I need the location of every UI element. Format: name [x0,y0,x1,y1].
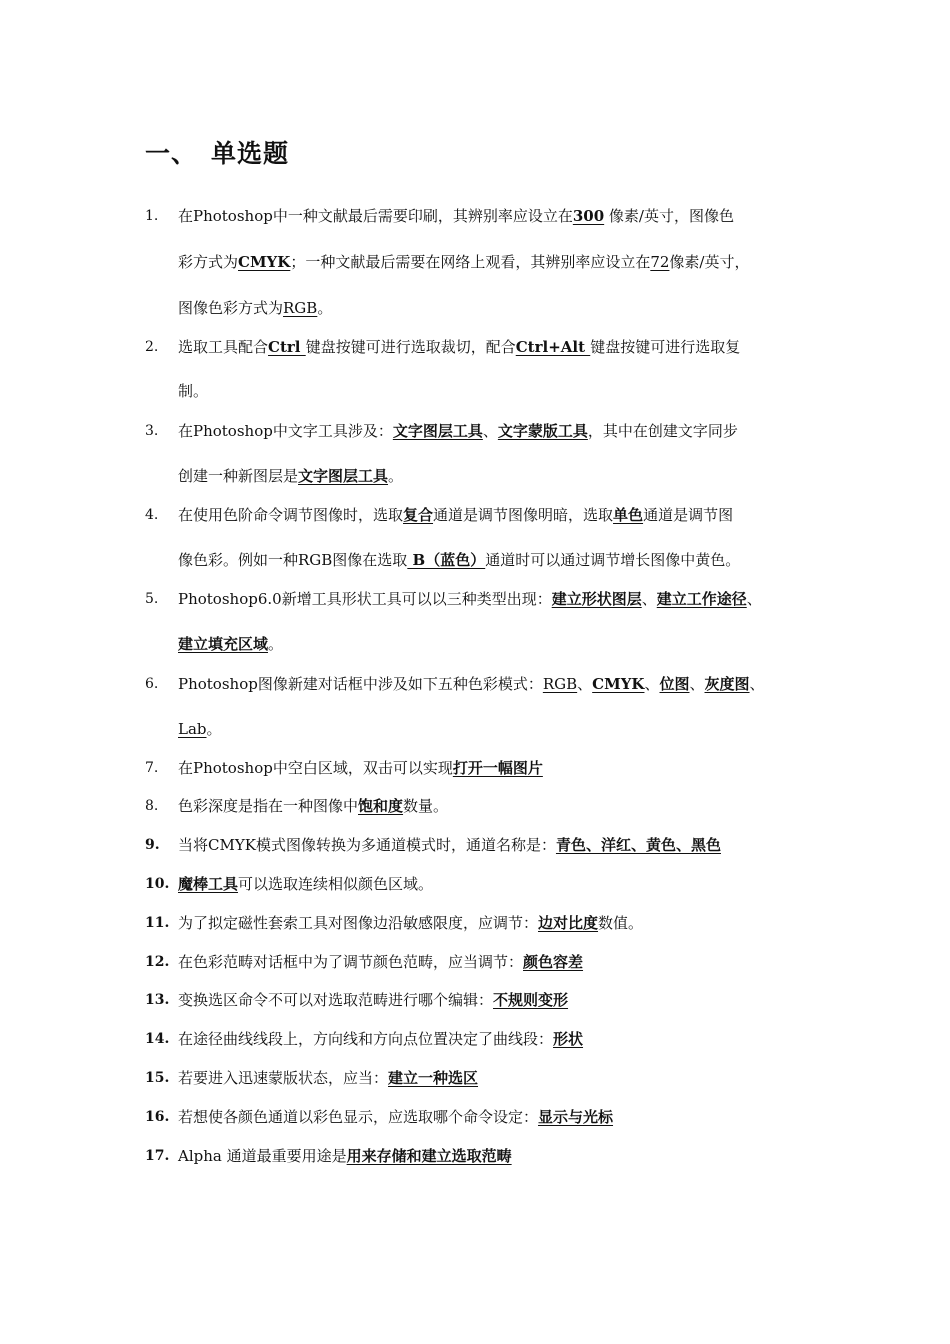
answer: CMYK [592,675,645,693]
answer: 建立形状图层 [551,590,642,608]
answer: Ctrl+Alt [515,338,591,356]
answer: 用来存储和建立选取范畴 [346,1147,512,1165]
answer: Lab [178,720,207,738]
answer: 文字图层工具 [298,467,389,485]
answer: 显示与光标 [538,1108,614,1126]
question-number: 1. [145,208,159,224]
question-text: 在途径曲线线段上，方向线和方向点位置决定了曲线段：形状 [178,1030,584,1048]
question-number: 16. [145,1109,170,1125]
question-text: 变换选区命令不可以对选取范畴进行哪个编辑：不规则变形 [178,991,569,1009]
question-number: 4. [145,507,159,523]
answer: CMYK [238,253,291,271]
question-text: 在Photoshop中空白区域，双击可以实现打开一幅图片 [178,759,543,777]
answer: 文字蒙版工具 [497,422,588,440]
answer: 建立填充区域 [178,635,269,653]
section-number: 一、 [145,139,198,168]
question-text: 当将CMYK模式图像转换为多通道模式时，通道名称是：青色、洋红、黄色、黑色 [178,836,721,854]
question-number: 3. [145,423,159,439]
answer: RGB [542,675,578,693]
question-text: 选取工具配合Ctrl 键盘按键可进行选取裁切，配合Ctrl+Alt 键盘按键可进行选取复 [178,338,741,356]
question-number: 12. [145,954,170,970]
section-title: 单选题 [211,139,290,168]
question-text: Photoshop6.0新增工具形状工具可以以三种类型出现：建立形状图层、建立工作途径、 [178,590,762,608]
question-number: 11. [145,915,170,931]
question-text: Alpha 通道最重要用途是用来存储和建立选取范畴 [178,1147,512,1165]
answer: 不规则变形 [493,991,569,1009]
question-number: 5. [145,591,159,607]
question-number: 14. [145,1031,170,1047]
answer: Ctrl [268,338,306,356]
question-text: 建立填充区域。 [178,635,284,653]
answer: RGB [283,299,318,317]
question-number: 2. [145,339,159,355]
question-number: 15. [145,1070,170,1086]
question-number: 8. [145,798,159,814]
question-text: 魔棒工具可以选取连续相似颜色区域。 [178,875,434,893]
question-text: 像色彩。例如一种RGB图像在选取 B（蓝色）通道时可以通过调节增长图像中黄色。 [178,551,741,569]
question-text: 若要进入迅速蒙版状态，应当：建立一种选区 [178,1069,479,1087]
question-text: 在Photoshop中一种文献最后需要印刷，其辨别率应设立在300 像素/英寸，图像色 [178,207,734,225]
question-text: 在色彩范畴对话框中为了调节颜色范畴，应当调节：颜色容差 [178,953,584,971]
question-number: 6. [145,676,159,692]
answer: 颜色容差 [523,953,584,971]
answer: 位图 [659,675,690,693]
section-heading [145,134,289,170]
answer: 300 [572,207,605,225]
question-text: 图像色彩方式为RGB。 [178,299,333,317]
answer: 打开一幅图片 [452,759,543,777]
answer: 文字图层工具 [392,422,483,440]
question-text: Photoshop图像新建对话框中涉及如下五种色彩模式：RGB、CMYK、位图、灰度图、 [178,675,765,693]
question-number: 9. [145,837,160,853]
answer: 饱和度 [358,797,404,815]
answer: 形状 [553,1030,584,1048]
question-text: 彩方式为CMYK；一种文献最后需要在网络上观看，其辨别率应设立在72像素/英寸， [178,253,750,271]
answer: 魔棒工具 [178,875,239,893]
question-text: 色彩深度是指在一种图像中饱和度数量。 [178,797,449,815]
question-number: 7. [145,760,159,776]
answer: 单色 [613,506,644,524]
question-text: Lab。 [178,720,222,738]
answer: 复合 [403,506,434,524]
question-number: 17. [145,1148,170,1164]
answer: 边对比度 [538,914,599,932]
question-text: 创建一种新图层是文字图层工具。 [178,467,404,485]
question-text: 为了拟定磁性套索工具对图像边沿敏感限度，应调节：边对比度数值。 [178,914,644,932]
question-text: 制。 [178,382,209,400]
answer: B（蓝色） [407,551,486,569]
answer: 青色、洋红、黄色、黑色 [555,836,721,854]
answer: 建立工作途径 [656,590,747,608]
question-number: 10. [145,876,170,892]
question-number: 13. [145,992,170,1008]
question-text: 若想使各颜色通道以彩色显示，应选取哪个命令设定：显示与光标 [178,1108,614,1126]
answer: 72 [650,253,670,271]
question-text: 在Photoshop中文字工具涉及：文字图层工具、文字蒙版工具，其中在创建文字同步 [178,422,738,440]
question-text: 在使用色阶命令调节图像时，选取复合通道是调节图像明暗，选取单色通道是调节图 [178,506,734,524]
answer: 建立一种选区 [388,1069,479,1087]
answer: 灰度图 [704,675,750,693]
